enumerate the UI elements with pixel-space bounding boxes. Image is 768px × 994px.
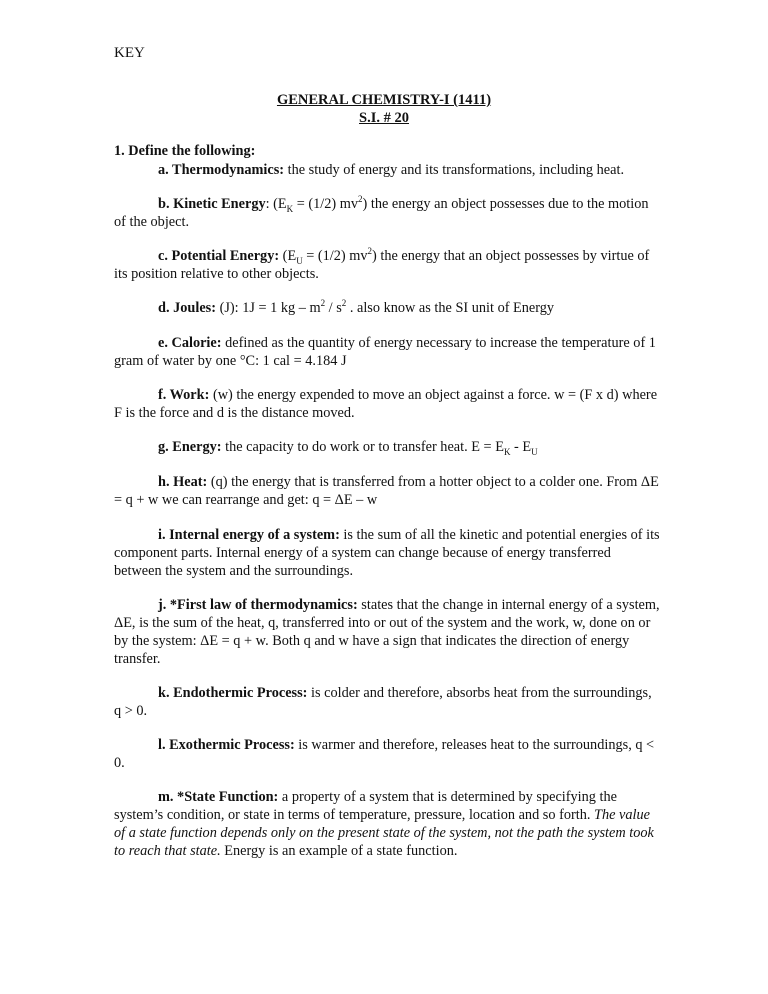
term-c: c. Potential Energy: ($E_U = (1/2)$ $mv^2$) the energy that an object possesses by virtue of its position relative to other objects. [114, 246, 650, 282]
session-number: S.I. # 20 [359, 110, 409, 126]
term-e: e. Calorie: defined as the quantity of energy necessary to increase the temperature of 1 gram of water by one °C: 1 cal = 4.184 J [114, 335, 656, 369]
question-heading: 1. Define the following: [114, 143, 256, 159]
term-d: d. Joules: (J): 1J = 1 kg – $m^2 / s^2$ . also know as the SI unit of Energy [158, 298, 555, 316]
term-i: i. Internal energy of a system: is the sum of all the kinetic and potential energies of its component parts. Internal energy of a system can change because of energy transferred between the system and the surroundings. [114, 527, 660, 579]
key-label: KEY [114, 45, 145, 61]
term-l: l. Exothermic Process: is warmer and therefore, releases heat to the surroundings, q < 0. [114, 737, 655, 771]
course-title: GENERAL CHEMISTRY-I (1411) [276, 92, 492, 108]
term-g: g. Energy: the capacity to do work or to transfer heat. $E = E_K - E_U$ [158, 439, 538, 457]
term-m: m. *State Function: a property of a system that is determined by specifying the system’s condition, or state in terms of temperature, pressure, location and so forth. The value of a state function depends only on the present state of the system, not the path the system took to reach that state. Energy is an example of a state function. [114, 789, 654, 859]
term-k: k. Endothermic Process: is colder and therefore, absorbs heat from the surroundings, q > 0. [114, 685, 652, 719]
term-b: b. Kinetic Energy: ($E_K = (1/2)$ $mv^2$) the energy an object possesses due to the motion of the object. [114, 194, 649, 230]
term-j: j. *First law of thermodynamics: states that the change in internal energy of a system, ΔE, is the sum of the heat, q, transferred into or out of the system and the work, w, done on or by the system: ΔE = q + w. Both q and w have a sign that indicates the direction of energy transfer. [114, 597, 660, 667]
term-h: h. Heat: (q) the energy that is transferred from a hotter object to a colder one. From ΔE = q + w we can rearrange and get: q = ΔE – w [114, 474, 659, 508]
term-f: f. Work: (w) the energy expended to move an object against a force. w = (F x d) where F is the force and d is the distance moved. [114, 387, 658, 421]
term-a: a. Thermodynamics: the study of energy and its transformations, including heat. [158, 162, 625, 178]
